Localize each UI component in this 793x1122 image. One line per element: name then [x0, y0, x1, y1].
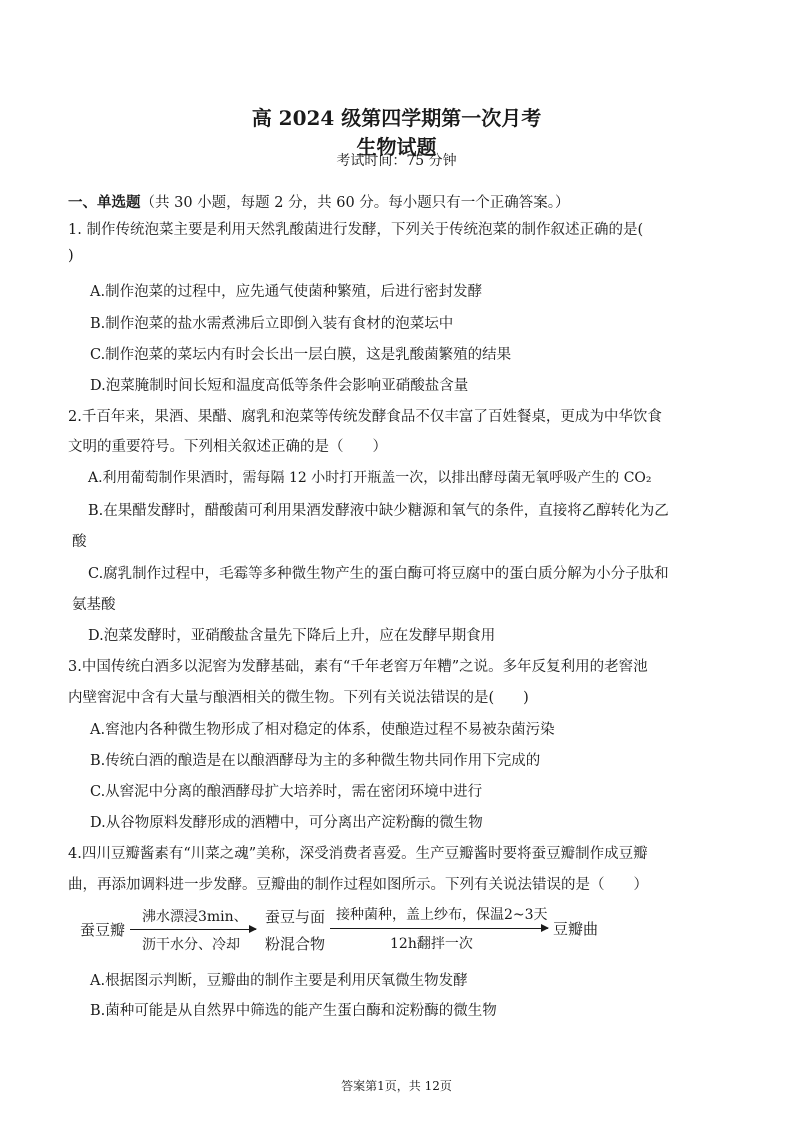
- diagram-middle-line1: 蚕豆与面: [265, 908, 326, 926]
- diagram-arrow-1: [130, 929, 256, 930]
- q4-option-b: B.菌种可能是从自然界中筛选的能产生蛋白酶和淀粉酶的微生物: [90, 1003, 497, 1019]
- q2-stem-line1: 2.千百年来，果酒、果醋、腐乳和泡菜等传统发酵食品不仅丰富了百姓餐桌，更成为中华饮食: [68, 409, 662, 425]
- q2-option-d: D.泡菜发酵时，亚硝酸盐含量先下降后上升，应在发酵早期食用: [88, 628, 496, 644]
- q3-option-a: A.窖池内各种微生物形成了相对稳定的体系，使酿造过程不易被杂菌污染: [90, 722, 555, 738]
- q4-stem-line2: 曲，再添加调料进一步发酵。豆瓣曲的制作过程如图所示。下列有关说法错误的是（ ）: [68, 877, 648, 893]
- diagram-start: 蚕豆瓣: [80, 921, 126, 939]
- diagram-step2-top: 接种菌种，盖上纱布，保温2~3天: [336, 907, 548, 923]
- q1-stem-line1: 1. 制作传统泡菜主要是利用天然乳酸菌进行发酵，下列关于传统泡菜的制作叙述正确的是(: [68, 222, 644, 238]
- q4-stem-line1: 4.四川豆瓣酱素有“川菜之魂”美称，深受消费者喜爱。生产豆瓣酱时要将蚕豆瓣制作成豆瓣: [68, 846, 648, 862]
- q4-option-a: A.根据图示判断，豆瓣曲的制作主要是利用厌氧微生物发酵: [90, 973, 468, 989]
- page-footer: 答案第1页，共 12页: [341, 1079, 452, 1093]
- exam-title: 高 2024 级第四学期第一次月考: [251, 106, 542, 130]
- diagram-middle-line2: 粉混合物: [265, 935, 326, 953]
- section-header: [68, 191, 570, 212]
- q2-option-c-line2: 氨基酸: [72, 597, 116, 613]
- diagram-arrow-2: [330, 928, 548, 929]
- q1-option-c: C.制作泡菜的菜坛内有时会长出一层白膜，这是乳酸菌繁殖的结果: [90, 347, 512, 363]
- q2-stem-line2: 文明的重要符号。下列相关叙述正确的是（ ）: [68, 439, 387, 455]
- q2-option-b-line1: B.在果醋发酵时，醋酸菌可利用果酒发酵液中缺少糖源和氧气的条件，直接将乙醇转化为乙: [88, 503, 669, 519]
- q2-option-a: A.利用葡萄制作果酒时，需每隔 12 小时打开瓶盖一次，以排出酵母菌无氧呼吸产生的 CO₂: [88, 470, 652, 486]
- douban-process-diagram: [78, 904, 608, 960]
- diagram-step1-top: 沸水漂浸3min、: [142, 909, 248, 925]
- q1-option-d: D.泡菜腌制时间长短和温度高低等条件会影响亚硝酸盐含量: [90, 378, 469, 394]
- section-instruction: （共 30 小题，每题 2 分，共 60 分。每小题只有一个正确答案。）: [140, 195, 570, 211]
- q3-option-c: C.从窖泥中分离的酿酒酵母扩大培养时，需在密闭环境中进行: [90, 784, 483, 800]
- q1-option-a: A.制作泡菜的过程中，应先通气使菌种繁殖，后进行密封发酵: [90, 284, 483, 300]
- q2-option-c-line1: C.腐乳制作过程中，毛霉等多种微生物产生的蛋白酶可将豆腐中的蛋白质分解为小分子肽和: [88, 566, 669, 582]
- q3-stem-line2: 内壁窖泥中含有大量与酿酒相关的微生物。下列有关说法错误的是( ): [68, 690, 529, 706]
- diagram-step2-bottom: 12h翻拌一次: [390, 936, 473, 952]
- q1-stem-line2: ): [68, 248, 74, 264]
- diagram-end: 豆瓣曲: [553, 920, 599, 938]
- q3-option-b: B.传统白酒的酿造是在以酿酒酵母为主的多种微生物共同作用下完成的: [90, 753, 541, 769]
- q2-option-b-line2: 酸: [72, 534, 87, 550]
- exam-time: 考试时间：75 分钟: [336, 153, 457, 169]
- q1-option-b: B.制作泡菜的盐水需煮沸后立即倒入装有食材的泡菜坛中: [90, 316, 454, 332]
- q3-stem-line1: 3.中国传统白酒多以泥窖为发酵基础，素有“千年老窖万年糟”之说。多年反复利用的老窖池: [68, 659, 648, 675]
- section-heading: 一、单选题: [68, 194, 141, 211]
- q3-option-d: D.从谷物原料发酵形成的酒糟中，可分离出产淀粉酶的微生物: [90, 815, 483, 831]
- exam-subject: 生物试题: [356, 135, 437, 159]
- diagram-step1-bottom: 沥干水分、冷却: [142, 937, 240, 953]
